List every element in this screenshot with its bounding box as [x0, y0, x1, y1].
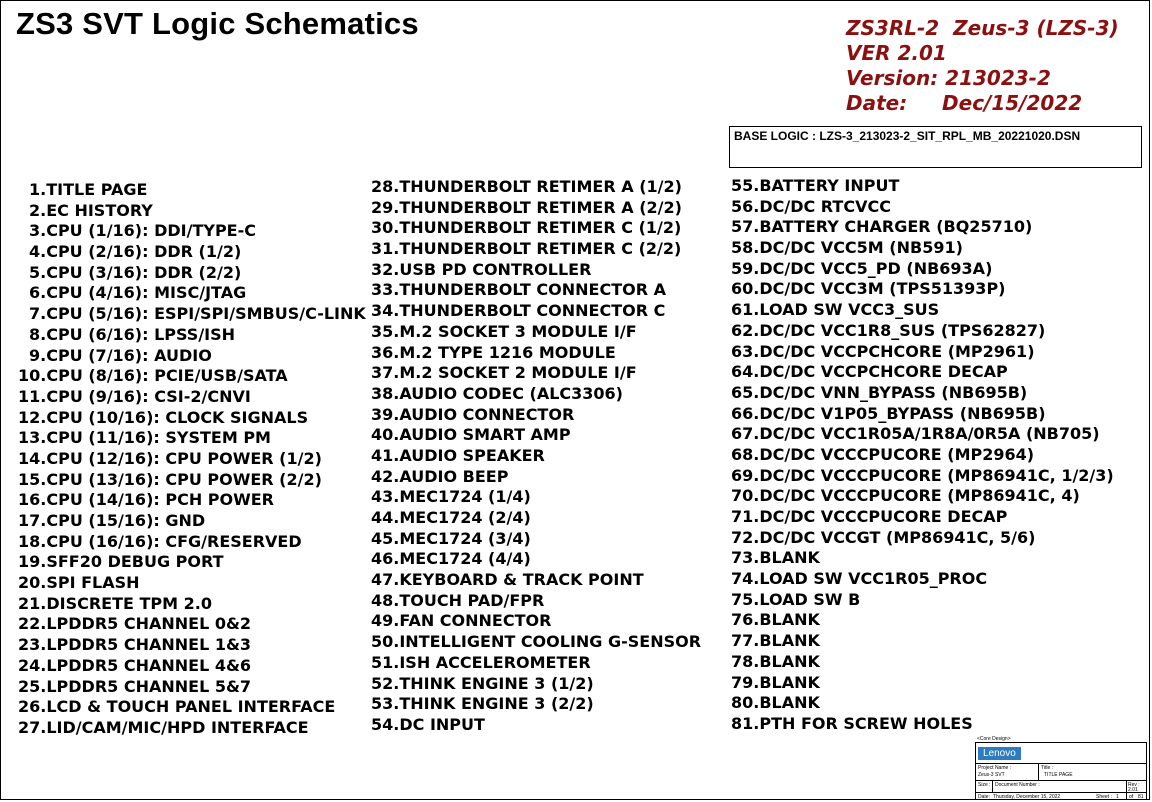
index-entry: 50.INTELLIGENT COOLING G-SENSOR: [371, 632, 702, 652]
version-date: Date: Dec/15/2022: [846, 91, 1083, 115]
index-entry: 5.CPU (3/16): DDR (2/2): [29, 262, 242, 282]
index-entry: 62.DC/DC VCC1R8_SUS (TPS62827): [731, 320, 1046, 340]
sheet-label: Sheet :: [1096, 794, 1112, 800]
index-entry: 71.DC/DC VCCCPUCORE DECAP: [731, 507, 1008, 526]
index-entry: 20.SPI FLASH: [18, 573, 140, 593]
index-entry: 47.KEYBOARD & TRACK POINT: [371, 570, 644, 590]
base-logic-box: BASE LOGIC : LZS-3_213023-2_SIT_RPL_MB_20221020.DSN: [729, 126, 1142, 168]
of-label: of: [1129, 794, 1134, 800]
project-name-label: Project Name :: [978, 765, 1012, 771]
index-entry: 17.CPU (15/16): GND: [18, 511, 206, 530]
index-entry: 37.M.2 SOCKET 2 MODULE I/F: [371, 363, 637, 383]
index-entry: 65.DC/DC VNN_BYPASS (NB695B): [731, 382, 1028, 402]
index-entry: 29.THUNDERBOLT RETIMER A (2/2): [371, 197, 682, 217]
page-title: ZS3 SVT Logic Schematics: [16, 6, 419, 41]
index-entry: 67.DC/DC VCC1R05A/1R8A/0R5A (NB705): [731, 424, 1100, 444]
date-value: Thursday, December 15, 2022: [993, 794, 1061, 800]
index-entry: 34.THUNDERBOLT CONNECTOR C: [371, 301, 666, 321]
index-entry: 58.DC/DC VCC5M (NB591): [731, 238, 963, 258]
index-entry: 18.CPU (16/16): CFG/RESERVED: [18, 531, 302, 551]
index-entry: 45.MEC1724 (3/4): [371, 528, 531, 548]
index-entry: 10.CPU (8/16): PCIE/USB/SATA: [18, 366, 288, 386]
index-entry: 76.BLANK: [731, 610, 820, 630]
index-entry: 25.LPDDR5 CHANNEL 5&7: [18, 676, 252, 696]
index-entry: 63.DC/DC VCCPCHCORE (MP2961): [731, 341, 1035, 361]
index-entry: 40.AUDIO SMART AMP: [371, 425, 571, 445]
index-entry: 80.BLANK: [731, 693, 820, 713]
index-entry: 19.SFF20 DEBUG PORT: [18, 552, 224, 572]
of-total: 81: [1138, 794, 1144, 800]
index-entry: 24.LPDDR5 CHANNEL 4&6: [18, 655, 252, 675]
index-entry: 21.DISCRETE TPM 2.0: [18, 593, 212, 613]
project-code: ZS3RL-2 Zeus-3 (LZS-3): [846, 16, 1119, 40]
index-entry: 55.BATTERY INPUT: [731, 176, 900, 195]
index-entry: 11.CPU (9/16): CSI-2/CNVI: [18, 386, 251, 406]
index-entry: 48.TOUCH PAD/FPR: [371, 590, 545, 610]
index-entry: 13.CPU (11/16): SYSTEM PM: [18, 428, 271, 448]
index-entry: 73.BLANK: [731, 548, 820, 568]
index-entry: 33.THUNDERBOLT CONNECTOR A: [371, 280, 666, 300]
index-entry: 2.EC HISTORY: [29, 200, 153, 220]
lenovo-logo: Lenovo: [978, 747, 1021, 760]
index-entry: 9.CPU (7/16): AUDIO: [29, 345, 212, 365]
index-entry: 78.BLANK: [731, 651, 820, 671]
size-label: Size :: [978, 782, 991, 788]
index-entry: 32.USB PD CONTROLLER: [371, 259, 592, 279]
index-entry: 75.LOAD SW B: [731, 589, 861, 609]
index-entry: 68.DC/DC VCCCPUCORE (MP2964): [731, 444, 1035, 464]
index-entry: 27.LID/CAM/MIC/HPD INTERFACE: [18, 717, 309, 737]
core-design-label: <Core Design>: [977, 736, 1011, 742]
title-label: Title :: [1041, 765, 1054, 771]
index-entry: 31.THUNDERBOLT RETIMER C (2/2): [371, 239, 682, 259]
index-entry: 46.MEC1724 (4/4): [371, 549, 531, 569]
index-entry: 59.DC/DC VCC5_PD (NB693A): [731, 258, 993, 278]
title-value: TITLE PAGE: [1044, 772, 1073, 778]
index-entry: 26.LCD & TOUCH PANEL INTERFACE: [18, 697, 336, 717]
index-entry: 70.DC/DC VCCCPUCORE (MP86941C, 4): [731, 486, 1080, 506]
version-block: [846, 16, 1119, 116]
index-entry: 56.DC/DC RTCVCC: [731, 196, 891, 216]
version-number: VER 2.01: [846, 41, 947, 65]
rev-label: Rev :: [1128, 782, 1140, 788]
index-entry: 53.THINK ENGINE 3 (2/2): [371, 694, 594, 714]
index-column-3: [731, 176, 1114, 735]
index-entry: 74.LOAD SW VCC1R05_PROC: [731, 569, 988, 589]
index-entry: 60.DC/DC VCC3M (TPS51393P): [731, 279, 1006, 299]
index-entry: 64.DC/DC VCCPCHCORE DECAP: [731, 362, 1008, 382]
index-entry: 79.BLANK: [731, 672, 820, 692]
index-entry: 15.CPU (13/16): CPU POWER (2/2): [18, 469, 322, 489]
index-entry: 30.THUNDERBOLT RETIMER C (1/2): [371, 218, 682, 238]
index-entry: 1.TITLE PAGE: [29, 180, 148, 199]
version-id: Version: 213023-2: [846, 66, 1051, 90]
index-entry: 16.CPU (14/16): PCH POWER: [18, 490, 274, 510]
title-block: [975, 742, 1147, 800]
index-entry: 38.AUDIO CODEC (ALC3306): [371, 383, 623, 403]
sheet-value: 1: [1116, 794, 1119, 800]
index-entry: 49.FAN CONNECTOR: [371, 611, 552, 631]
index-entry: 35.M.2 SOCKET 3 MODULE I/F: [371, 321, 637, 341]
index-entry: 14.CPU (12/16): CPU POWER (1/2): [18, 448, 322, 468]
index-entry: 23.LPDDR5 CHANNEL 1&3: [18, 635, 252, 655]
index-entry: 44.MEC1724 (2/4): [371, 508, 531, 527]
index-entry: 72.DC/DC VCCGT (MP86941C, 5/6): [731, 527, 1036, 547]
index-entry: 36.M.2 TYPE 1216 MODULE: [371, 342, 616, 362]
index-entry: 69.DC/DC VCCCPUCORE (MP86941C, 1/2/3): [731, 465, 1114, 485]
rev-value: 2.01: [1128, 787, 1138, 793]
index-entry: 52.THINK ENGINE 3 (1/2): [371, 673, 594, 693]
index-entry: 51.ISH ACCELEROMETER: [371, 652, 591, 672]
index-entry: 61.LOAD SW VCC3_SUS: [731, 300, 940, 320]
project-name-value: Zeus-3 SVT: [978, 772, 1005, 778]
index-column-1: [18, 180, 366, 739]
document-number-label: Document Number :: [995, 782, 1040, 788]
index-column-2: [371, 177, 701, 736]
index-entry: 22.LPDDR5 CHANNEL 0&2: [18, 614, 252, 634]
index-entry: 28.THUNDERBOLT RETIMER A (1/2): [371, 177, 682, 196]
index-entry: 66.DC/DC V1P05_BYPASS (NB695B): [731, 403, 1046, 423]
index-entry: 54.DC INPUT: [371, 714, 485, 734]
index-entry: 81.PTH FOR SCREW HOLES: [731, 713, 973, 733]
index-entry: 6.CPU (4/16): MISC/JTAG: [29, 283, 247, 303]
index-entry: 8.CPU (6/16): LPSS/ISH: [29, 324, 236, 344]
index-entry: 39.AUDIO CONNECTOR: [371, 404, 575, 424]
index-entry: 77.BLANK: [731, 631, 820, 651]
index-entry: 12.CPU (10/16): CLOCK SIGNALS: [18, 407, 309, 427]
index-entry: 4.CPU (2/16): DDR (1/2): [29, 242, 242, 262]
date-label: Date:: [978, 794, 990, 800]
index-entry: 41.AUDIO SPEAKER: [371, 445, 545, 465]
index-entry: 3.CPU (1/16): DDI/TYPE-C: [29, 221, 256, 241]
index-entry: 42.AUDIO BEEP: [371, 466, 509, 486]
index-entry: 43.MEC1724 (1/4): [371, 487, 531, 507]
index-entry: 57.BATTERY CHARGER (BQ25710): [731, 217, 1033, 237]
index-entry: 7.CPU (5/16): ESPI/SPI/SMBUS/C-LINK: [29, 304, 366, 324]
